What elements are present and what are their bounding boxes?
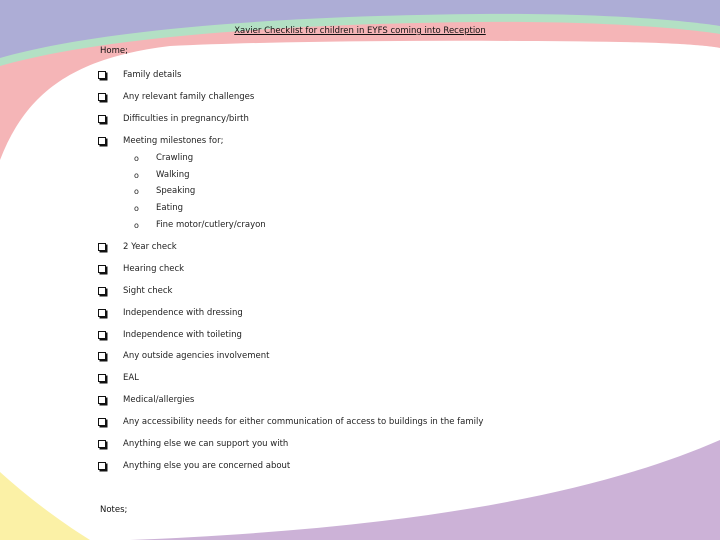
checklist-item-label: 2 Year check <box>123 242 177 252</box>
notes-section-label: Notes; <box>100 505 128 515</box>
checklist-item-label: Sight check <box>123 286 173 296</box>
checklist-item-family-details <box>98 68 181 82</box>
milestone-label: Walking <box>156 170 190 180</box>
checkbox-icon <box>98 418 106 426</box>
checkbox-icon <box>98 71 106 79</box>
checklist-item-label: Medical/allergies <box>123 395 195 405</box>
circle-bullet-icon: o <box>134 203 139 213</box>
checklist-item-eal <box>98 371 139 385</box>
checklist-item-dressing <box>98 306 243 320</box>
checklist-item-label: Meeting milestones for; <box>123 136 224 146</box>
checklist-item-label: Anything else we can support you with <box>123 439 289 449</box>
checklist-item-label: Any accessibility needs for either communication of access to buildings in the family <box>123 417 484 427</box>
checkbox-icon <box>98 309 106 317</box>
checkbox-icon <box>98 396 106 404</box>
milestone-label: Crawling <box>156 153 194 163</box>
milestone-label: Speaking <box>156 186 196 196</box>
checklist-item-hearing-check <box>98 262 184 276</box>
checklist-item-pregnancy-birth <box>98 112 249 126</box>
milestone-item <box>134 201 183 215</box>
checklist-item-milestones <box>98 134 223 148</box>
checklist-item-concerns <box>98 459 290 473</box>
document-title: Xavier Checklist for children in EYFS coming into Reception <box>234 26 486 36</box>
milestone-label: Fine motor/cutlery/crayon <box>156 220 266 230</box>
circle-bullet-icon: o <box>134 186 139 196</box>
circle-bullet-icon: o <box>134 153 139 163</box>
checklist-item-label: Family details <box>123 70 182 80</box>
checklist-item-label: Independence with toileting <box>123 330 242 340</box>
checklist-item-label: Independence with dressing <box>123 308 243 318</box>
checkbox-icon <box>98 287 106 295</box>
checklist-item-sight-check <box>98 284 172 298</box>
checklist-item-toileting <box>98 328 242 342</box>
milestone-label: Eating <box>156 203 184 213</box>
checklist-item-label: EAL <box>123 373 139 383</box>
checkbox-icon <box>98 352 106 360</box>
checkbox-icon <box>98 137 106 145</box>
checkbox-icon <box>98 93 106 101</box>
checklist-item-label: Anything else you are concerned about <box>123 461 291 471</box>
checkbox-icon <box>98 374 106 382</box>
checklist-item-2-year-check <box>98 240 177 254</box>
checklist-item-accessibility <box>98 415 483 429</box>
checkbox-icon <box>98 440 106 448</box>
checklist-item-label: Hearing check <box>123 264 185 274</box>
checklist-item-label: Any relevant family challenges <box>123 92 255 102</box>
milestone-item <box>134 218 266 232</box>
checkbox-icon <box>98 462 106 470</box>
checklist-item-outside-agencies <box>98 349 269 363</box>
milestone-item <box>134 168 190 182</box>
milestone-item <box>134 184 195 198</box>
circle-bullet-icon: o <box>134 220 139 230</box>
checklist-item-family-challenges <box>98 90 254 104</box>
checklist-item-label: Difficulties in pregnancy/birth <box>123 114 249 124</box>
checkbox-icon <box>98 115 106 123</box>
checkbox-icon <box>98 243 106 251</box>
milestone-item <box>134 151 193 165</box>
checklist-item-label: Any outside agencies involvement <box>123 351 270 361</box>
checkbox-icon <box>98 265 106 273</box>
checklist-item-medical-allergies <box>98 393 194 407</box>
home-section-label: Home; <box>100 46 128 56</box>
checklist-item-support <box>98 437 288 451</box>
circle-bullet-icon: o <box>134 170 139 180</box>
checkbox-icon <box>98 331 106 339</box>
